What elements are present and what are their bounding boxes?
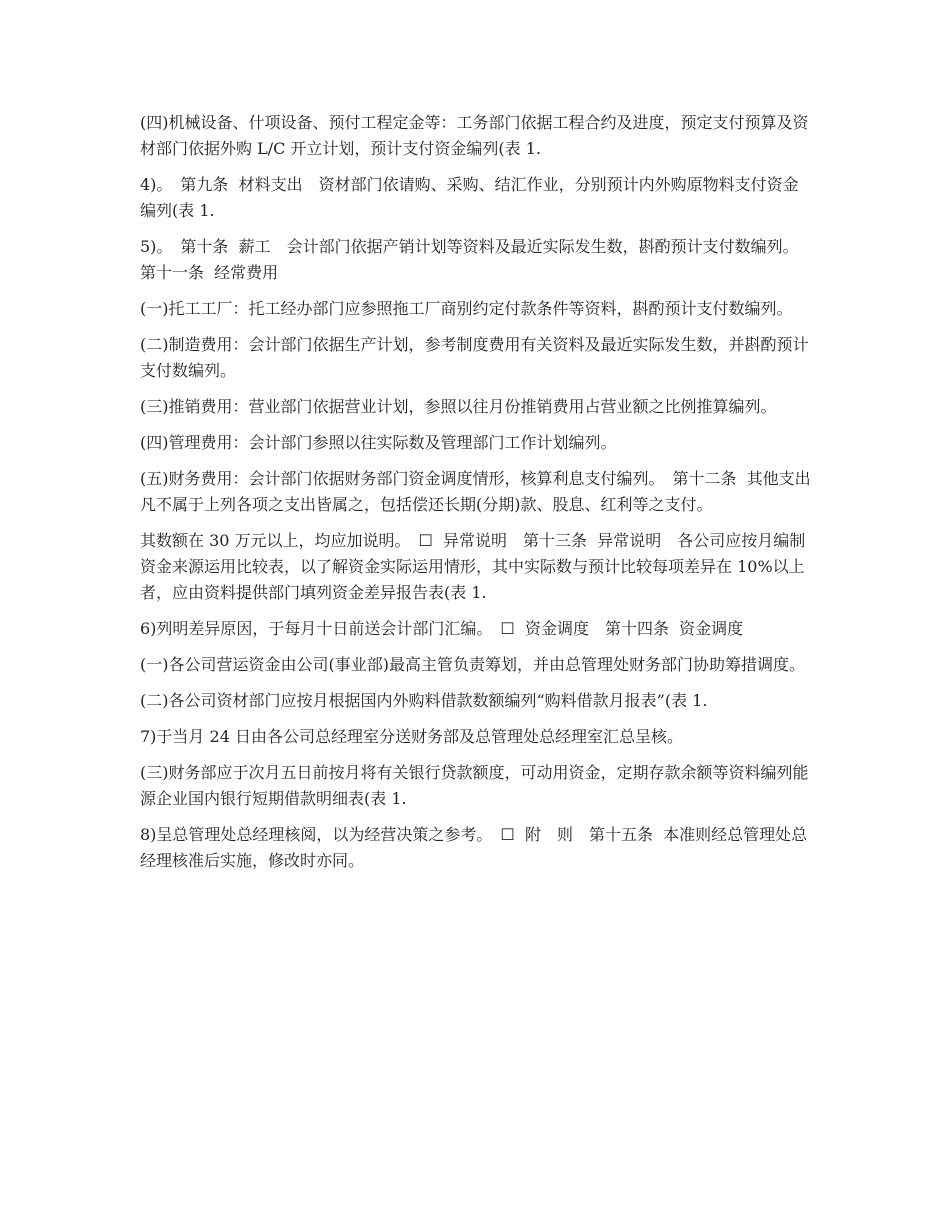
paragraph-purchase-loan-report: (二)各公司资材部门应按月根据国内外购料借款数额编列“购料借款月报表”(表 1. (140, 691, 708, 710)
paragraph-monthly-24th-report: 7)于当月 24 日由各公司总经理室分送财务部及总管理处总经理室汇总呈核。 (140, 727, 683, 746)
paragraph-bank-loan-details: (三)财务部应于次月五日前按月将有关银行贷款额度，可动用资金，定期存款余额等资料编列能源企业国内银行短期借款明细表(表 1. (140, 763, 809, 808)
paragraph-sales-expense: (三)推销费用：营业部门依据营业计划，参照以往月份推销费用占营业额之比例推算编列。 (140, 397, 777, 416)
paragraph-management-expense: (四)管理费用：会计部门参照以往实际数及管理部门工作计划编列。 (140, 433, 617, 452)
paragraph-manufacturing-expense: (二)制造费用：会计部门依据生产计划，参考制度费用有关资料及最近实际发生数，并斟酌预计支付数编列。 (140, 335, 809, 380)
paragraph-working-capital: (一)各公司营运资金由公司(事业部)最高主管负责筹划，并由总管理处财务部门协助筹措调度。 (140, 655, 805, 674)
paragraph-article-10-11-payroll-expenses: 5)。 第十条 薪工 会计部门依据产销计划等资料及最近实际发生数，斟酌预计支付数编列。 第十一条 经常费用 (140, 237, 807, 282)
paragraph-article-15-supplementary: 8)呈总管理处总经理核阅，以为经营决策之参考。 ☐ 附 则 第十五条 本准则经总管理处总经理核准后实施，修改时亦同。 (140, 825, 808, 870)
paragraph-article-14-fund-dispatch: 6)列明差异原因，于每月十日前送会计部门汇编。 ☐ 资金调度 第十四条 资金调度 (140, 619, 744, 638)
document-page (140, 110, 827, 884)
paragraph-outsourced-factory: (一)托工工厂：托工经办部门应参照拖工厂商别约定付款条件等资料，斟酌预计支付数编列。 (140, 299, 793, 318)
paragraph-article-13-exception: 其数额在 30 万元以上，均应加说明。 ☐ 异常说明 第十三条 异常说明 各公司应按月编制资金来源运用比较表，以了解资金实际运用情形，其中实际数与预计比较每项差异在 10%以上者，应由资料提供部门填列资金差异报告表(表 1. (140, 531, 806, 602)
paragraph-financial-expense-article-12: (五)财务费用：会计部门依据财务部门资金调度情形，核算利息支付编列。 第十二条 其他支出 凡不属于上列各项之支出皆属之，包括偿还长期(分期)款、股息、红利等之支付。 (140, 469, 827, 514)
paragraph-machinery-equipment: (四)机械设备、什项设备、预付工程定金等：工务部门依据工程合约及进度，预定支付预算及资材部门依据外购 L/C 开立计划，预计支付资金编列(表 1. (140, 113, 809, 158)
paragraph-article-9-material-expense: 4)。 第九条 材料支出 资材部门依请购、采购、结汇作业，分别预计内外购原物料支付资金编列(表 1. (140, 175, 799, 220)
